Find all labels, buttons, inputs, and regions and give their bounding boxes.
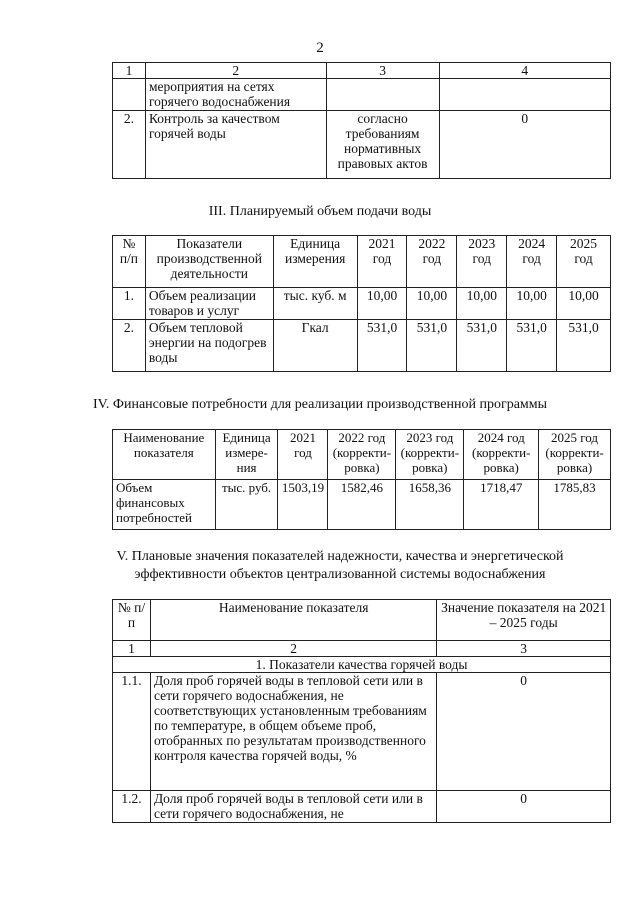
row-value: 10,00 bbox=[557, 288, 611, 320]
row-name: Объем тепловой энергии на подогрев воды bbox=[145, 320, 273, 372]
header-year: 2023 год bbox=[457, 236, 507, 288]
table-row bbox=[113, 320, 611, 372]
header-year: 2024 год (корректи-ровка) bbox=[464, 430, 539, 480]
section-5-title-line-1: V. Плановые значения показателей надежности, качества и энергетической bbox=[116, 549, 564, 564]
row-num: 1.2. bbox=[113, 791, 151, 823]
header-year: 2025 год (корректи-ровка) bbox=[539, 430, 611, 480]
group-title: 1. Показатели качества горячей воды bbox=[113, 657, 611, 673]
row-value: 531,0 bbox=[557, 320, 611, 372]
row-value: 531,0 bbox=[357, 320, 407, 372]
table-row bbox=[113, 480, 611, 530]
row-value: 531,0 bbox=[457, 320, 507, 372]
row-value: 10,00 bbox=[357, 288, 407, 320]
header-value: Значение показателя на 2021 – 2025 годы bbox=[437, 600, 611, 641]
row-name: Доля проб горячей воды в тепловой сети или в сети горячего водоснабжения, не соответствующих установленным требованиям по температуре, в общем объеме проб, отобранных по результатам производственного контроля качества горячей воды, % bbox=[150, 673, 436, 791]
table-group-row bbox=[113, 657, 611, 673]
row-name: мероприятия на сетях горячего водоснабжения bbox=[145, 79, 326, 111]
col-name: 2 bbox=[145, 63, 326, 79]
header-num: № п/п bbox=[113, 236, 146, 288]
row-unit: тыс. куб. м bbox=[273, 288, 357, 320]
col-num: 1 bbox=[113, 63, 146, 79]
table-number-row bbox=[113, 641, 611, 657]
table-row bbox=[113, 791, 611, 823]
table-header-row bbox=[113, 63, 611, 79]
table-row bbox=[113, 79, 611, 111]
row-name: Контроль за качеством горячей воды bbox=[145, 111, 326, 179]
row-unit: согласно требованиям нормативных правовых актов bbox=[326, 111, 439, 179]
row-value bbox=[439, 79, 610, 111]
table-header-row bbox=[113, 430, 611, 480]
row-name: Объем финансовых потребностей bbox=[113, 480, 216, 530]
row-num: 2. bbox=[113, 111, 146, 179]
col-num: 1 bbox=[113, 641, 151, 657]
row-value: 10,00 bbox=[457, 288, 507, 320]
row-num bbox=[113, 79, 146, 111]
col-name: 2 bbox=[150, 641, 436, 657]
header-year: 2021 год bbox=[278, 430, 328, 480]
table-water-supply bbox=[112, 235, 611, 372]
row-value: 531,0 bbox=[507, 320, 557, 372]
row-num: 1. bbox=[113, 288, 146, 320]
row-value: 0 bbox=[437, 673, 611, 791]
table-row bbox=[113, 288, 611, 320]
table-header-row bbox=[113, 600, 611, 641]
row-value: 1503,19 bbox=[278, 480, 328, 530]
header-name: Наименование показателя bbox=[113, 430, 216, 480]
header-name: Наименование показателя bbox=[150, 600, 436, 641]
section-4-title: IV. Финансовые потребности для реализации производственной программы bbox=[92, 397, 548, 412]
row-name: Объем реализации товаров и услуг bbox=[145, 288, 273, 320]
row-value: 10,00 bbox=[407, 288, 457, 320]
row-value: 531,0 bbox=[407, 320, 457, 372]
header-year: 2021 год bbox=[357, 236, 407, 288]
row-unit: тыс. руб. bbox=[215, 480, 278, 530]
header-year: 2022 год (корректи-ровка) bbox=[328, 430, 396, 480]
row-value: 1582,46 bbox=[328, 480, 396, 530]
table-row bbox=[113, 673, 611, 791]
col-value: 4 bbox=[439, 63, 610, 79]
header-year: 2023 год (корректи-ровка) bbox=[396, 430, 464, 480]
col-unit: 3 bbox=[326, 63, 439, 79]
row-value: 1658,36 bbox=[396, 480, 464, 530]
header-name: Показатели производственной деятельности bbox=[145, 236, 273, 288]
row-unit: Гкал bbox=[273, 320, 357, 372]
table-financial-needs bbox=[112, 429, 611, 530]
header-num: № п/п bbox=[113, 600, 151, 641]
header-year: 2024 год bbox=[507, 236, 557, 288]
header-year: 2022 год bbox=[407, 236, 457, 288]
section-5-title-line-2: эффективности объектов централизованной системы водоснабжения bbox=[134, 567, 546, 582]
header-year: 2025 год bbox=[557, 236, 611, 288]
table-header-row bbox=[113, 236, 611, 288]
table-quality-indicators bbox=[112, 599, 611, 823]
row-value: 0 bbox=[437, 791, 611, 823]
page-number: 2 bbox=[316, 40, 324, 56]
row-value: 0 bbox=[439, 111, 610, 179]
section-3-title: III. Планируемый объем подачи воды bbox=[208, 204, 432, 219]
row-num: 1.1. bbox=[113, 673, 151, 791]
row-value: 10,00 bbox=[507, 288, 557, 320]
row-num: 2. bbox=[113, 320, 146, 372]
col-value: 3 bbox=[437, 641, 611, 657]
table-row bbox=[113, 111, 611, 179]
row-name: Доля проб горячей воды в тепловой сети или в сети горячего водоснабжения, не bbox=[150, 791, 436, 823]
header-unit: Единица измере-ния bbox=[215, 430, 278, 480]
table-continuation bbox=[112, 62, 611, 179]
row-unit bbox=[326, 79, 439, 111]
header-unit: Единица измерения bbox=[273, 236, 357, 288]
row-value: 1785,83 bbox=[539, 480, 611, 530]
row-value: 1718,47 bbox=[464, 480, 539, 530]
